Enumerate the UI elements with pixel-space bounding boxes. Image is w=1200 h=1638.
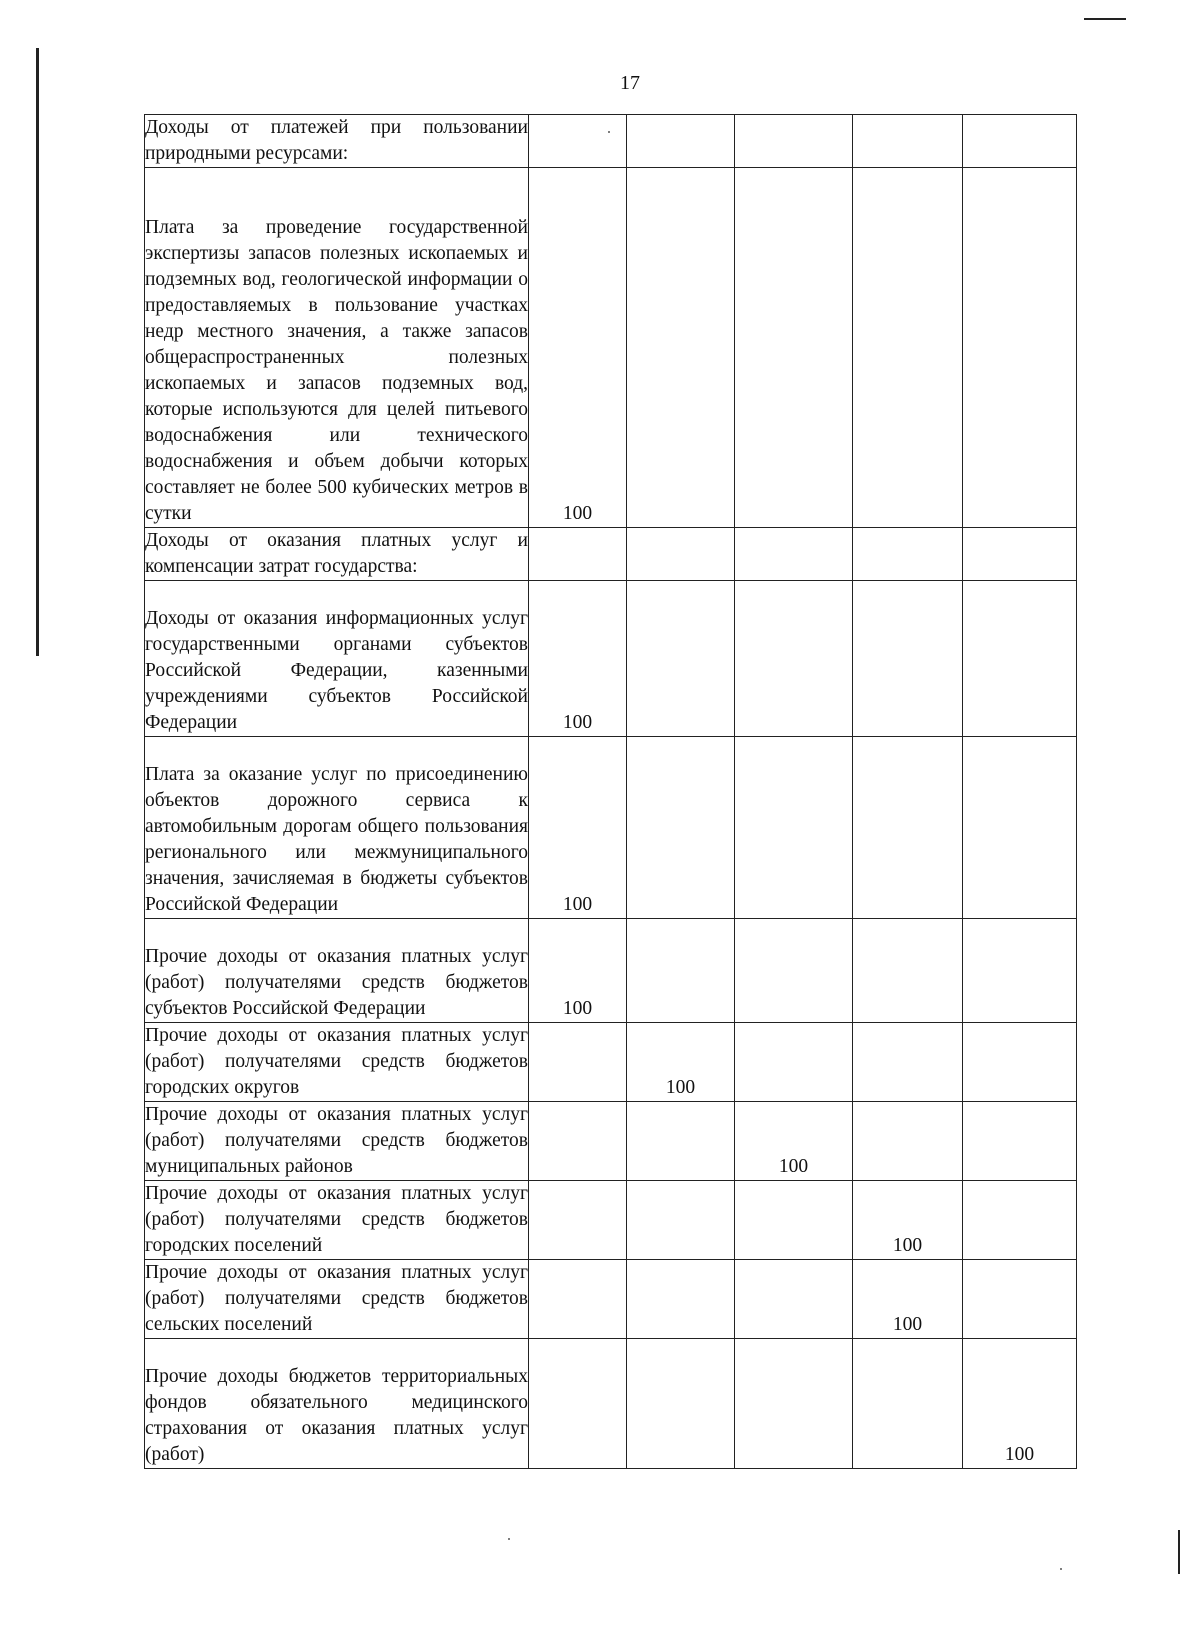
value-cell: [963, 737, 1077, 919]
value-cell: 100: [853, 1260, 963, 1339]
table-row: [145, 1023, 1077, 1102]
value-cell: [735, 528, 853, 581]
value-cell: [735, 168, 853, 528]
value-cell: [529, 1102, 627, 1181]
value-cell: [529, 528, 627, 581]
row-label: Доходы от платежей при пользовании природными ресурсами:: [145, 115, 529, 168]
value-cell: [529, 115, 627, 168]
value-cell: [735, 1339, 853, 1469]
value-cell: [853, 115, 963, 168]
row-label: Доходы от оказания информационных услуг государственными органами субъектов Российской Федерации, казенными учреждениями субъектов Российской Федерации: [145, 581, 529, 737]
value-cell: [529, 1181, 627, 1260]
scan-speck: [508, 1538, 510, 1540]
row-label: Прочие доходы от оказания платных услуг (работ) получателями средств бюджетов городских поселений: [145, 1181, 529, 1260]
value-cell: 100: [529, 919, 627, 1023]
value-cell: [853, 737, 963, 919]
value-cell: [529, 1339, 627, 1469]
value-cell: [627, 168, 735, 528]
scan-corner-mark: [1084, 18, 1126, 20]
budget-distribution-table: [144, 114, 1077, 1469]
value-cell: [627, 1260, 735, 1339]
value-cell: [627, 919, 735, 1023]
value-cell: 100: [853, 1181, 963, 1260]
value-cell: [963, 115, 1077, 168]
table-row: [145, 115, 1077, 168]
value-cell: 100: [627, 1023, 735, 1102]
page-number: 17: [620, 72, 640, 94]
row-label: Прочие доходы бюджетов территориальных фондов обязательного медицинского страхования от оказания платных услуг (работ): [145, 1339, 529, 1469]
value-cell: [963, 168, 1077, 528]
value-cell: [963, 1023, 1077, 1102]
value-cell: [735, 1260, 853, 1339]
value-cell: [735, 581, 853, 737]
row-label: Прочие доходы от оказания платных услуг (работ) получателями средств бюджетов сельских поселений: [145, 1260, 529, 1339]
value-cell: [963, 1260, 1077, 1339]
row-label: Прочие доходы от оказания платных услуг (работ) получателями средств бюджетов субъектов Российской Федерации: [145, 919, 529, 1023]
table-row: [145, 528, 1077, 581]
table-row: [145, 1181, 1077, 1260]
value-cell: [627, 528, 735, 581]
value-cell: [529, 1023, 627, 1102]
value-cell: [963, 528, 1077, 581]
table-row: [145, 1260, 1077, 1339]
value-cell: [735, 919, 853, 1023]
value-cell: [853, 168, 963, 528]
row-label: Прочие доходы от оказания платных услуг (работ) получателями средств бюджетов городских округов: [145, 1023, 529, 1102]
value-cell: [735, 1181, 853, 1260]
value-cell: [627, 581, 735, 737]
value-cell: [735, 737, 853, 919]
value-cell: [853, 1023, 963, 1102]
row-label: Плата за проведение государственной экспертизы запасов полезных ископаемых и подземных вод, геологической информации о предоставляемых в пользование участках недр местного значения, а также запасов общераспространенных полезных ископаемых и запасов подземных вод, которые используются для целей питьевого водоснабжения или технического водоснабжения и объем добычи которых составляет не более 500 кубических метров в сутки: [145, 168, 529, 528]
table-row: [145, 581, 1077, 737]
table-row: [145, 168, 1077, 528]
row-label: Плата за оказание услуг по присоединению объектов дорожного сервиса к автомобильным дорогам общего пользования регионального или межмуниципального значения, зачисляемая в бюджеты субъектов Российской Федерации: [145, 737, 529, 919]
value-cell: [529, 1260, 627, 1339]
value-cell: [853, 528, 963, 581]
row-label: Прочие доходы от оказания платных услуг (работ) получателями средств бюджетов муниципальных районов: [145, 1102, 529, 1181]
value-cell: [963, 919, 1077, 1023]
table-row: [145, 737, 1077, 919]
table-row: [145, 919, 1077, 1023]
value-cell: [963, 1102, 1077, 1181]
value-cell: [853, 919, 963, 1023]
table-row: [145, 1102, 1077, 1181]
value-cell: [735, 1023, 853, 1102]
value-cell: [627, 1181, 735, 1260]
row-label: Доходы от оказания платных услуг и компенсации затрат государства:: [145, 528, 529, 581]
value-cell: [853, 581, 963, 737]
value-cell: [627, 115, 735, 168]
scan-edge-mark: [1178, 1530, 1180, 1574]
value-cell: [627, 737, 735, 919]
value-cell: [963, 581, 1077, 737]
value-cell: [627, 1102, 735, 1181]
value-cell: [735, 115, 853, 168]
scan-speck: [1060, 1568, 1062, 1570]
value-cell: 100: [735, 1102, 853, 1181]
value-cell: 100: [529, 168, 627, 528]
value-cell: 100: [529, 737, 627, 919]
table-row: [145, 1339, 1077, 1469]
value-cell: 100: [529, 581, 627, 737]
value-cell: [853, 1339, 963, 1469]
scan-edge-mark: [36, 48, 39, 656]
value-cell: [963, 1181, 1077, 1260]
value-cell: [627, 1339, 735, 1469]
value-cell: [853, 1102, 963, 1181]
value-cell: 100: [963, 1339, 1077, 1469]
